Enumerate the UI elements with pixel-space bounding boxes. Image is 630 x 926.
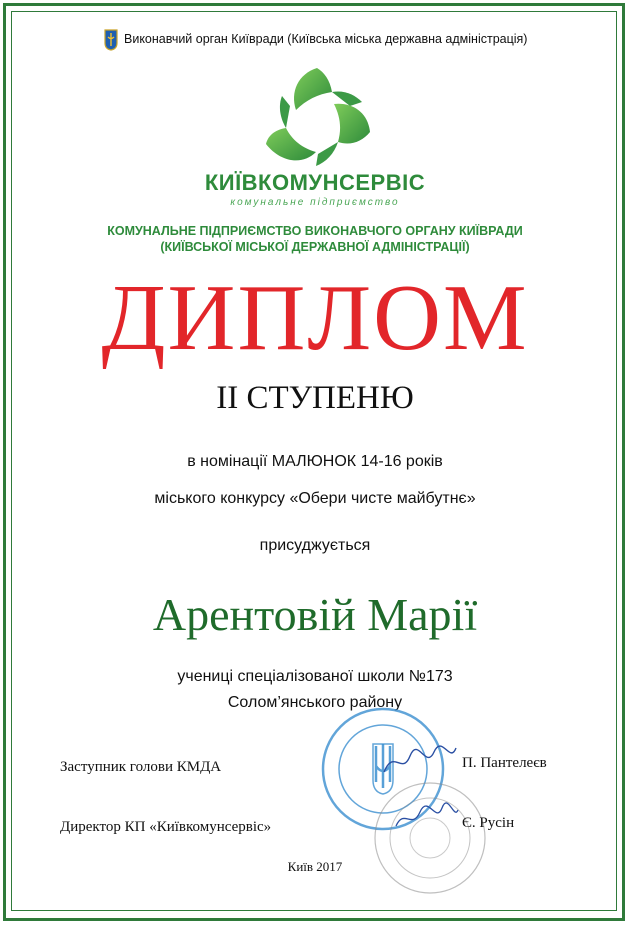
awarded-text: присуджується: [259, 537, 371, 554]
coat-of-arms-icon: [104, 29, 118, 51]
organization-line-1: КОМУНАЛЬНЕ ПІДПРИЄМСТВО ВИКОНАВЧОГО ОРГАНУ КИЇВРАДИ: [107, 224, 523, 238]
contest-text: міського конкурсу «Обери чисте майбутнє»: [154, 490, 476, 507]
diploma-title: ДИПЛОМ: [101, 266, 529, 370]
nomination-text: в номінації МАЛЮНОК 14-16 років: [187, 453, 443, 470]
organization-line-2: (КИЇВСЬКОЇ МІСЬКОЇ ДЕРЖАВНОЇ АДМІНІСТРАЦІЇ): [160, 240, 470, 254]
company-stamp: [370, 778, 490, 898]
district-text: Солом’янського району: [227, 694, 403, 711]
signature-position-2: Директор КП «Київкомунсервіс»: [60, 819, 272, 835]
signature-name-2: Є. Русін: [462, 815, 515, 831]
brand-subtitle: комунальне підприємство: [230, 197, 400, 208]
authority-header: Виконавчий орган Київради (Київська міська державна адміністрація): [124, 32, 528, 46]
signature-name-1: П. Пантелеєв: [462, 755, 547, 771]
handwritten-signature-2: [392, 800, 462, 836]
handwritten-signature-1: [380, 742, 460, 782]
place-and-year: Київ 2017: [287, 859, 343, 874]
school-text: учениці спеціалізованої школи №173: [177, 668, 453, 685]
brand-name: КИЇВКОМУНСЕРВІС: [204, 170, 426, 195]
signature-position-1: Заступник голови КМДА: [60, 759, 222, 775]
recycle-leaves-icon: [258, 66, 376, 170]
recipient-name: Арентовій Марії: [152, 589, 478, 640]
diploma-degree: ІІ СТУПЕНЮ: [216, 380, 414, 416]
